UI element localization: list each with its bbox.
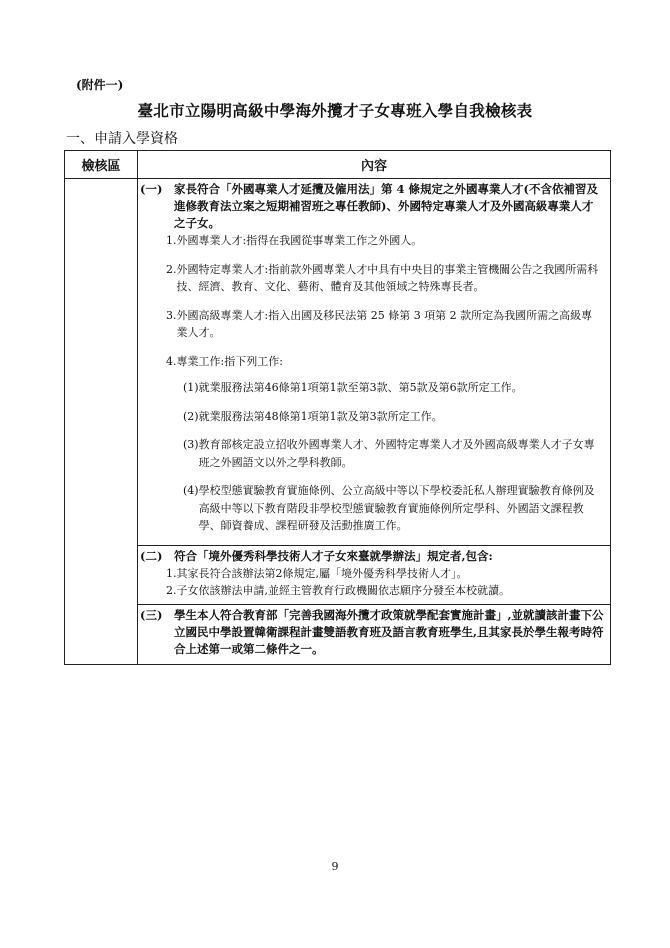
section-1-heading: [138, 181, 610, 232]
check-column-header: 檢核區: [65, 151, 138, 179]
section-2-heading: [138, 548, 610, 565]
section-text: 學生本人符合教育部「完善我國海外攬才政策就學配套實施計畫」,並就讀該計畫下公立國民中學設置韓衛課程計畫雙語教育班及語言教育班學生,且其家長於學生報考時符合上述第一或第二條件之一。: [174, 607, 604, 656]
list-item: 2. 子女依該辦法申請,並經主管教育行政機關依志願序分發至本校就讀。: [166, 584, 510, 597]
section-number: (二): [140, 548, 163, 563]
content-cell: [138, 179, 611, 665]
check-cell[interactable]: [65, 179, 138, 665]
table-row: [65, 179, 611, 665]
section-3: [138, 605, 610, 664]
section-2: [138, 546, 610, 605]
self-check-table: [64, 150, 611, 665]
sub-list-item: (4) 學校型態實驗教育實施條例、公立高級中等以下學校委託私人辦理實驗教育條例及高級中等以下教育階段非學校型態實驗教育實施條例所定學科、外國語文課程教學、師資養成、課程研發及活動推廣工作。: [183, 484, 595, 532]
list-item: 1. 其家長符合該辦法第2條規定,屬「境外優秀科學技術人才」。: [166, 566, 468, 580]
sub-list-item: (2) 就業服務法第48條第1項第1款及第3款所定工作。: [183, 409, 443, 423]
document-title: 臺北市立陽明高級中學海外攬才子女專班入學自我檢核表: [137, 101, 533, 120]
list-item: 1. 外國專業人才:指得在我國從事專業工作之外國人。: [166, 234, 423, 247]
section-heading: 一、申請入學資格: [66, 131, 178, 147]
section-3-heading: [138, 607, 610, 658]
page-number: 9: [331, 860, 339, 873]
sub-list-item: (3) 教育部核定設立招收外國專業人才、外國特定專業人才及外國高級專業人才子女專班之外國語文以外之學科教師。: [183, 438, 595, 469]
section-text: 家長符合「外國專業人才延攬及僱用法」第 4 條規定之外國專業人才(不含依補習及進修教育法立案之短期補習班之專任教師)、外國特定專業人才及外國高級專業人才之子女。: [174, 182, 598, 230]
content-column-header: 內容: [138, 151, 611, 179]
section-1: [138, 179, 610, 546]
table-header-row: [65, 151, 611, 179]
list-item: 4. 專業工作:指下列工作:: [166, 354, 283, 368]
section-number: (一): [140, 182, 163, 196]
section-number: (三): [140, 607, 163, 622]
list-item: 2. 外國特定專業人才:指前款外國專業人才中具有中央目的事業主管機關公告之我國所需科技、經濟、教育、文化、藝術、體育及其他領域之特殊專長者。: [166, 262, 599, 293]
list-item: 3. 外國高級專業人才:指入出國及移民法第 25 條第 3 項第 2 款所定為我國所需之高級專業人才。: [166, 308, 593, 339]
sub-list-item: (1) 就業服務法第46條第1項第1款至第3款、第5款及第6款所定工作。: [183, 381, 523, 394]
section-text: 符合「境外優秀科學技術人才子女來臺就學辦法」規定者,包含:: [174, 548, 493, 563]
attachment-label: (附件一): [76, 78, 124, 92]
